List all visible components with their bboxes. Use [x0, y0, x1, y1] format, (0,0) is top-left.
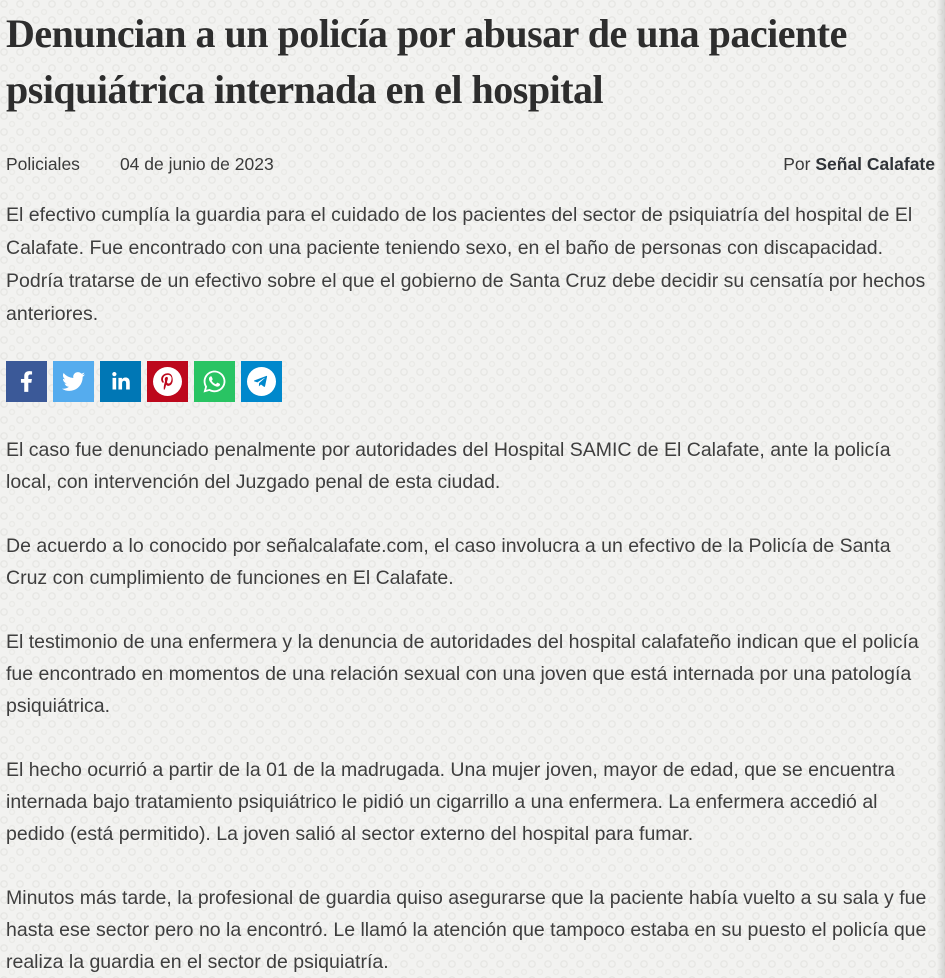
article-date: 04 de junio de 2023: [119, 154, 274, 174]
article-paragraph: El hecho ocurrió a partir de la 01 de la madrugada. Una mujer joven, mayor de edad, que se encuentra internada bajo tratamiento psiquiátrico le pidió un cigarrillo a una enfermera. La enfermera accedió al pedido (está permitido). La joven salió al sector externo del hospital para fumar.: [6, 759, 895, 845]
article-paragraph: El testimonio de una enfermera y la denuncia de autoridades del hospital calafateño indican que el policía fue encontrado en momentos de una relación sexual con una joven que está internada por una patología psiquiátrica.: [6, 631, 919, 717]
share-twitter-button[interactable]: [53, 361, 94, 402]
author-name: Señal Calafate: [815, 154, 935, 174]
linkedin-in-icon: [111, 372, 131, 392]
share-telegram-button[interactable]: [241, 361, 282, 402]
article-meta: [6, 154, 935, 175]
byline: [783, 154, 935, 175]
share-pinterest-button[interactable]: [147, 361, 188, 402]
byline-prefix: Por: [783, 154, 811, 174]
category-link[interactable]: Policiales: [6, 154, 80, 174]
share-whatsapp-button[interactable]: [194, 361, 235, 402]
telegram-plane-icon: [247, 367, 276, 396]
share-linkedin-button[interactable]: [100, 361, 141, 402]
article-paragraph: El caso fue denunciado penalmente por autoridades del Hospital SAMIC de El Calafate, ante la policía local, con intervención del Juzgado penal de esta ciudad.: [6, 439, 891, 493]
article-paragraph: Minutos más tarde, la profesional de guardia quiso asegurarse que la paciente había vuelto a su sala y fue hasta ese sector pero no la encontró. Le llamó la atención que tampoco estaba en su puesto el policía que realiza la guardia en el sector de psiquiatría.: [6, 887, 927, 973]
article-paragraph: De acuerdo a lo conocido por señalcalafate.com, el caso involucra a un efectivo de la Policía de Santa Cruz con cumplimiento de funciones en El Calafate.: [6, 535, 891, 589]
article-lead: El efectivo cumplía la guardia para el cuidado de los pacientes del sector de psiquiatría del hospital de El Calafate. Fue encontrado con una paciente teniendo sexo, en el baño de personas con discapacidad. Podría tratarse de un efectivo sobre el que el gobierno de Santa Cruz debe decidir su censatía por hechos anteriores.: [6, 204, 926, 325]
article-title: Denuncian a un policía por abusar de una paciente psiquiátrica internada en el hospital: [6, 11, 847, 112]
facebook-f-icon: [20, 370, 33, 393]
share-facebook-button[interactable]: [6, 361, 47, 402]
social-share-bar: [6, 361, 935, 402]
pinterest-p-icon: [153, 367, 182, 396]
twitter-bird-icon: [62, 370, 85, 393]
whatsapp-phone-icon: [202, 369, 227, 394]
